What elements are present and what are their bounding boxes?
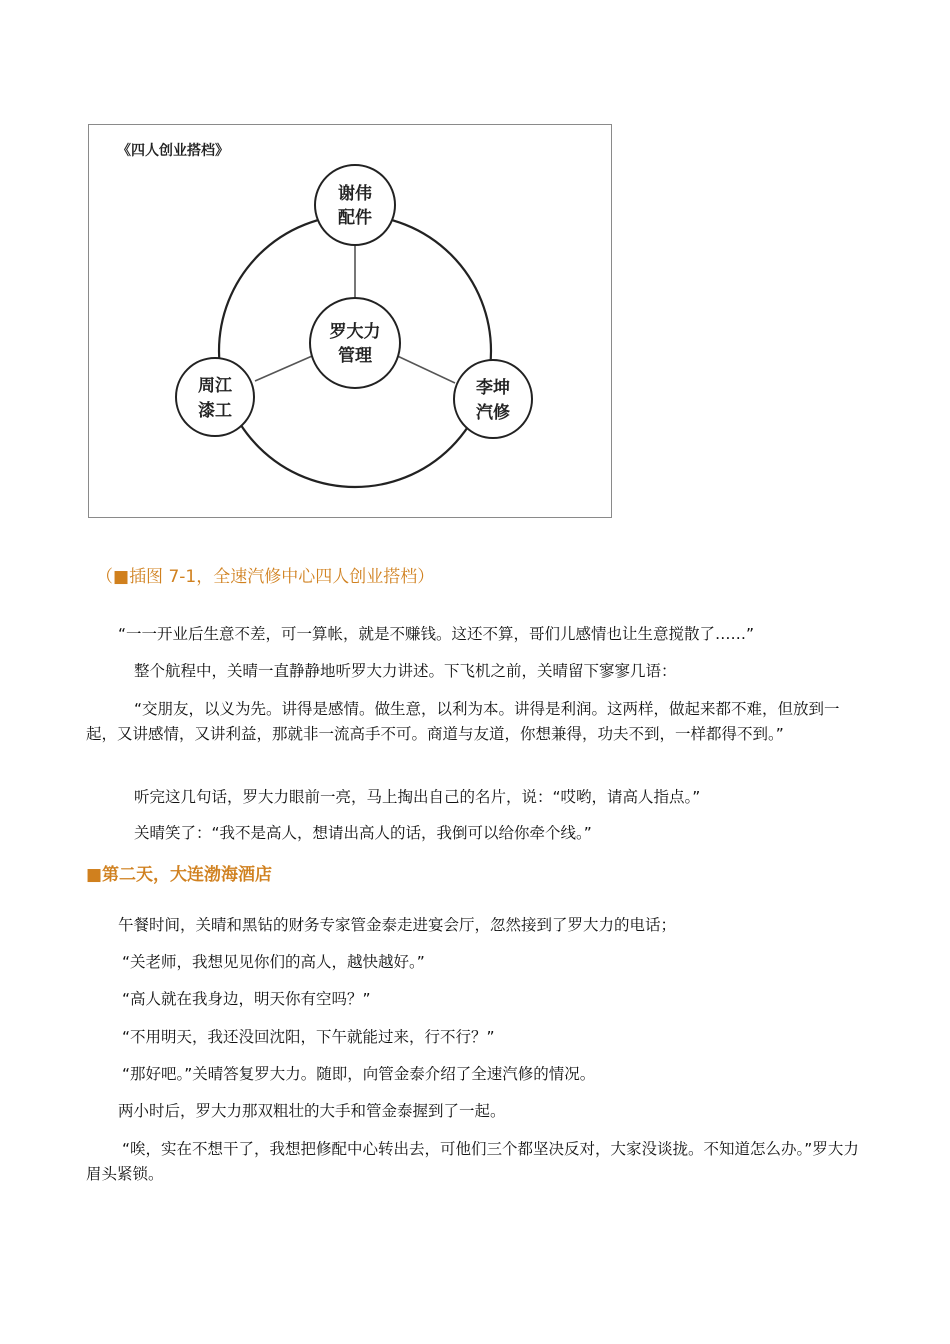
node-right-circle	[454, 360, 532, 438]
caption-text: 插图 7-1，全速汽修中心四人创业搭档）	[129, 567, 435, 587]
node-center-circle	[310, 298, 400, 388]
node-left-line2: 漆工	[198, 401, 232, 421]
partner-diagram-svg	[89, 125, 613, 519]
node-center-line1: 罗大力	[329, 322, 381, 342]
paragraph: 整个航程中，关晴一直静静地听罗大力讲述。下飞机之前，关晴留下寥寥几语：	[134, 662, 677, 680]
caption-marker: ■	[113, 567, 130, 587]
caption-open-paren: （	[96, 567, 113, 587]
partner-diagram	[88, 124, 612, 518]
figure-caption	[96, 562, 434, 587]
paragraph: “关老师，我想见见你们的高人，越快越好。”	[122, 953, 425, 971]
paragraph: “唉，实在不想干了，我想把修配中心转出去，可他们三个都坚决反对，大家没谈拢。不知道怎么办。”罗大力眉头紧锁。	[86, 1140, 859, 1183]
spoke-right	[391, 353, 455, 383]
node-center-line2: 管理	[338, 346, 372, 366]
paragraph: “交朋友，以义为先。讲得是感情。做生意，以利为本。讲得是利润。这两样，做起来都不难，但放到一起，又讲感情，又讲利益，那就非一流高手不可。商道与友道，你想兼得，功夫不到，一样都得不到。”	[86, 700, 840, 743]
paragraph: 两小时后，罗大力那双粗壮的大手和管金泰握到了一起。	[118, 1102, 506, 1120]
paragraph: 听完这几句话，罗大力眼前一亮，马上掏出自己的名片，说：“哎哟，请高人指点。”	[134, 788, 701, 806]
paragraph: “高人就在我身边，明天你有空吗？”	[122, 990, 371, 1008]
paragraph: “不用明天，我还没回沈阳，下午就能过来，行不行？”	[122, 1028, 495, 1046]
paragraph: “一一开业后生意不差，可一算帐，就是不赚钱。这还不算，哥们儿感情也让生意搅散了……”	[118, 625, 755, 643]
node-right-line1: 李坤	[476, 378, 510, 398]
section-heading: ■第二天，大连渤海酒店	[86, 865, 273, 885]
node-top-line2: 配件	[338, 208, 372, 228]
paragraph: 关晴笑了：“我不是高人，想请出高人的话，我倒可以给你牵个线。”	[134, 824, 592, 842]
node-right-line2: 汽修	[476, 403, 510, 423]
paragraph: “那好吧。”关晴答复罗大力。随即，向管金泰介绍了全速汽修的情况。	[122, 1065, 596, 1083]
paragraph: 午餐时间，关晴和黑钻的财务专家管金泰走进宴会厅，忽然接到了罗大力的电话；	[118, 916, 677, 934]
node-left-circle	[176, 358, 254, 436]
spoke-left	[255, 353, 319, 381]
node-top-circle	[315, 165, 395, 245]
figure-title: 《四人创业搭档》	[117, 143, 229, 159]
node-left-line1: 周江	[198, 376, 232, 396]
node-top-line1: 谢伟	[338, 184, 372, 204]
